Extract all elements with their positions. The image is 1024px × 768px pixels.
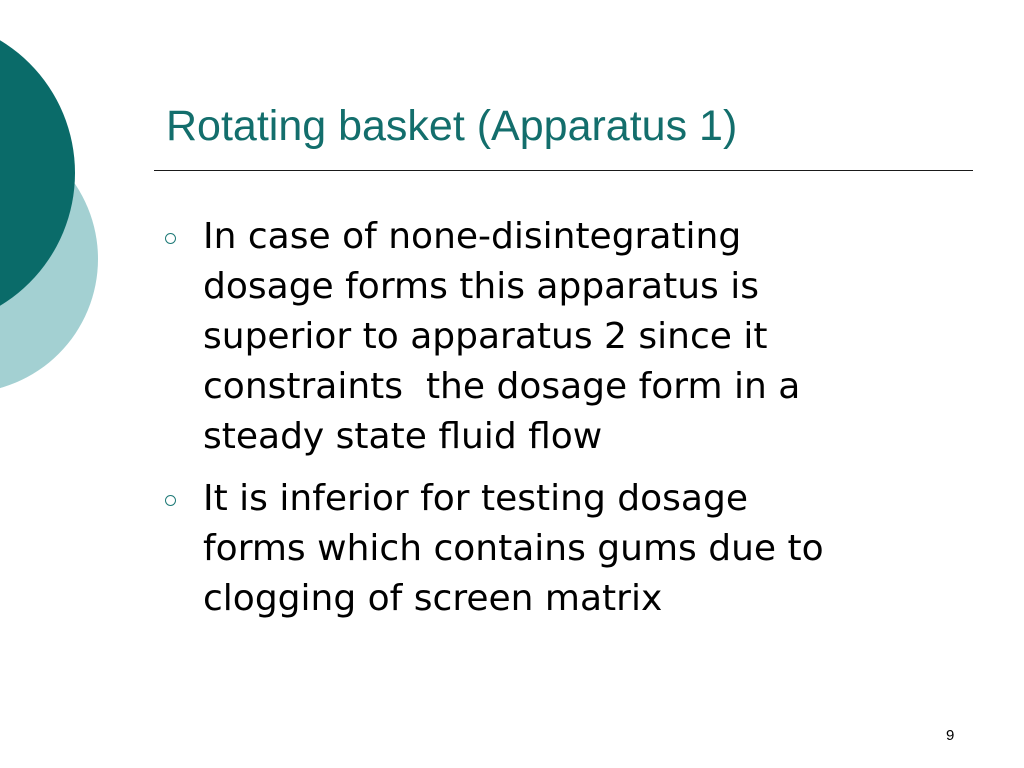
circle-bullet-icon: [165, 495, 176, 506]
bullet-list: [162, 212, 962, 636]
bullet-item: [162, 474, 962, 624]
bullet-text: In case of none-disintegrating dosage forms this apparatus is superior to apparatus 2 since it constraints the dosage form in a steady state fluid flow: [203, 216, 801, 457]
title-divider: [154, 170, 973, 171]
circle-bullet-icon: [165, 233, 176, 244]
bullet-item: [162, 212, 962, 462]
slide-title: Rotating basket (Apparatus 1): [166, 102, 738, 150]
bullet-text: It is inferior for testing dosage forms which contains gums due to clogging of screen matrix: [203, 478, 824, 619]
page-number: 9: [946, 727, 955, 744]
